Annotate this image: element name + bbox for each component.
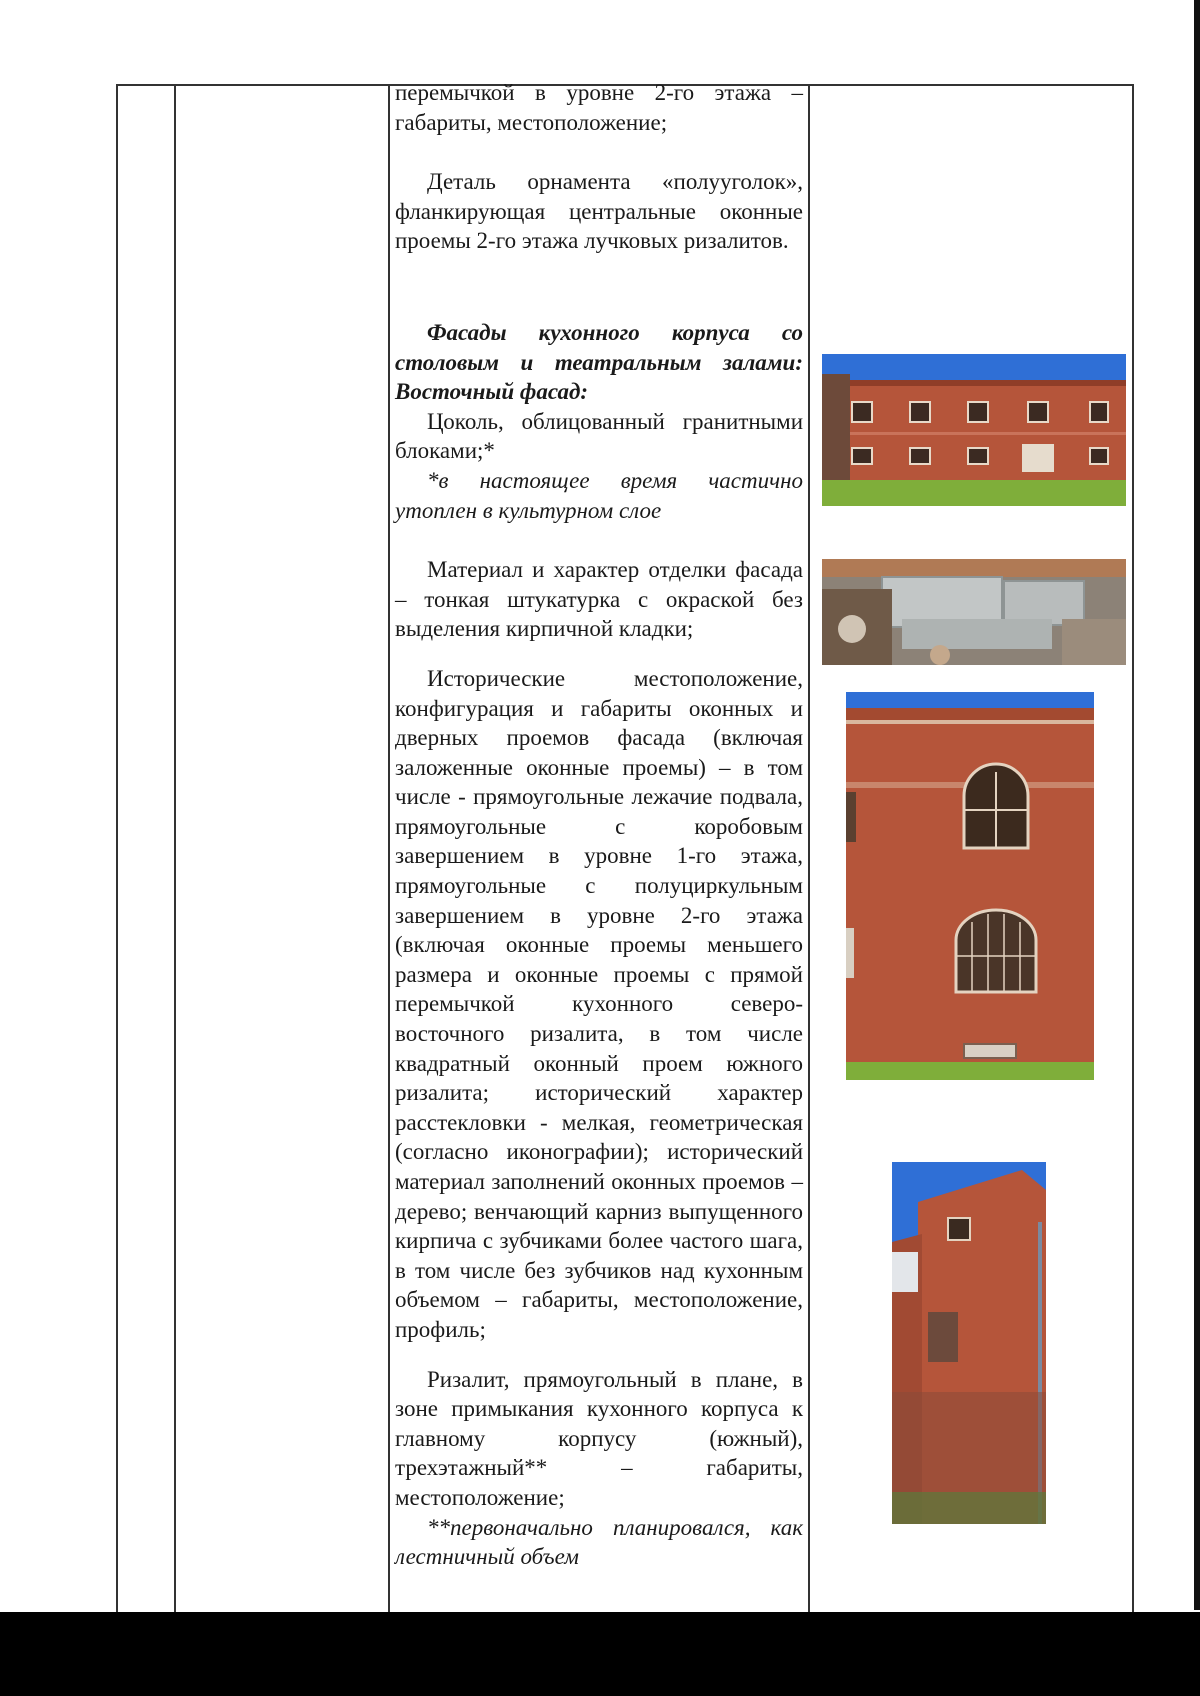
table-column-divider [174,84,176,1624]
photo-south-risalit [892,1162,1046,1524]
paragraph-lintel: перемычкой в уровне 2-го этажа – габариты, местоположение; [395,80,803,135]
footnote-risalit: **первоначально планировался, как лестничный объем [395,1514,803,1570]
scan-edge [1194,0,1200,1610]
photo-arched-windows [846,692,1094,1080]
paragraph-finish: Материал и характер отделки фасада – тонкая штукатурка с окраской без выделения кирпичной кладки; [395,557,803,642]
paragraph-risalit: Ризалит, прямоугольный в плане, в зоне примыкания кухонного корпуса к главному корпусу (южный), трехэтажный** – габариты, местоположение; [395,1366,803,1510]
paragraph-openings: Исторические местоположение, конфигурация и габариты оконных и дверных проемов фасада (включая заложенные оконные проемы) – в том числе - прямоугольные лежачие подвала, прямоугольные с коробовым завершением в уровне 1-го этажа, прямоугольные с полуциркульным завершением в уровне 2-го этажа (включая оконные проемы меньшего размера и оконные проемы с прямой перемычкой кухонного северо-восточного ризалита, в том числе квадратный оконный проем южного ризалита; исторический характер расстекловки - мелкая, геометрическая (согласно иконографии); исторический материал заполнений оконных проемов –дерево; венчающий карниз выпущенного кирпича с зубчиками более частого шага, в том числе без зубчиков над кухонным объемом – габариты, местоположение, профиль; [395,665,803,1342]
paragraph-ornament: Деталь орнамента «полууголок», фланкирующая центральные оконные проемы 2-го этажа лучковых ризалитов. [395,169,803,254]
table-column-divider [808,84,810,1624]
table-border-right [1132,84,1134,1624]
table-border-left [116,84,118,1624]
table-column-divider [388,84,390,1624]
paragraph-plinth: Цоколь, облицованный гранитными блоками;* [395,408,803,464]
section-heading: Фасады кухонного корпуса со столовым и театральным залами: Восточный фасад: [395,319,803,405]
photo-east-facade [822,354,1126,506]
footnote-plinth: *в настоящее время частично утоплен в культурном слое [395,467,803,523]
description-column [395,78,803,1572]
photo-granite-plinth [822,559,1126,665]
scan-bottom-edge [0,1612,1200,1696]
